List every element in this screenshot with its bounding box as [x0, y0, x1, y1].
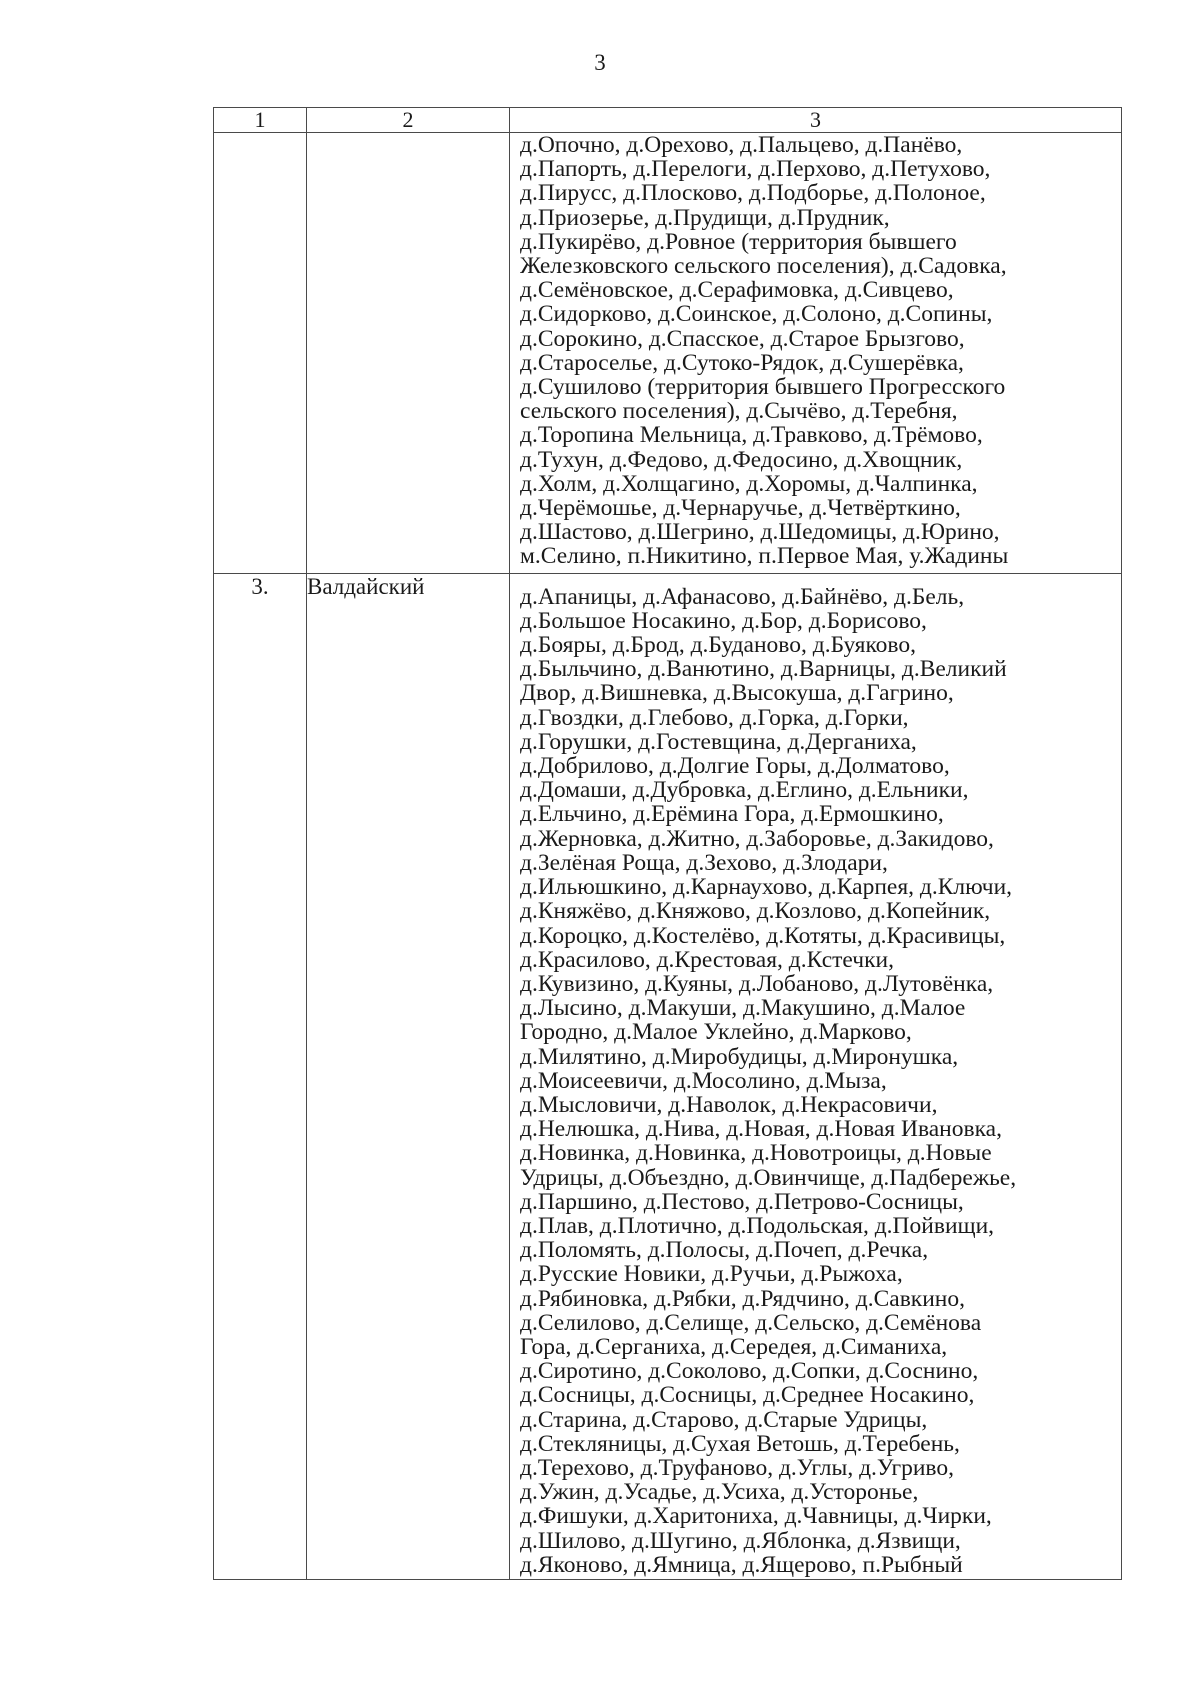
settlement-line: Двор, д.Вишневка, д.Высокуша, д.Гагрино,	[520, 680, 954, 707]
settlement-line: д.Мысловичи, д.Наволок, д.Некрасовичи,	[520, 1091, 938, 1118]
settlement-line: д.Стекляницы, д.Сухая Ветошь, д.Теребень,	[520, 1430, 960, 1457]
settlement-line: д.Сиротино, д.Соколово, д.Сопки, д.Соснино,	[520, 1358, 979, 1385]
settlement-line: д.Фишуки, д.Харитониха, д.Чавницы, д.Чирки,	[520, 1503, 992, 1530]
settlement-line: д.Приозерье, д.Прудищи, д.Прудник,	[520, 204, 890, 231]
settlement-line: д.Пирусс, д.Плосково, д.Подборье, д.Полоное,	[520, 180, 986, 207]
district-cell: Валдайский	[307, 573, 510, 1579]
settlement-line: д.Сорокино, д.Спасское, д.Старое Брызгово,	[520, 325, 965, 352]
settlement-line: д.Жерновка, д.Житно, д.Заборовье, д.Закидово,	[520, 825, 994, 852]
settlement-line: д.Добрилово, д.Долгие Горы, д.Долматово,	[520, 753, 950, 780]
settlement-line: д.Шастово, д.Шегрино, д.Шедомицы, д.Юрино,	[520, 519, 1000, 546]
settlement-line: д.Большое Носакино, д.Бор, д.Борисово,	[520, 607, 927, 634]
settlement-line: Гора, д.Серганиха, д.Середея, д.Симаниха,	[520, 1333, 948, 1360]
settlement-line: д.Бояры, д.Брод, д.Буданово, д.Буяково,	[520, 632, 916, 659]
settlement-line: д.Моисеевичи, д.Мосолино, д.Мыза,	[520, 1067, 887, 1094]
settlement-line: д.Поломять, д.Полосы, д.Почеп, д.Речка,	[520, 1237, 929, 1264]
settlement-line: д.Горушки, д.Гостевщина, д.Дерганиха,	[520, 728, 917, 755]
settlement-line: д.Сидорково, д.Соинское, д.Солоно, д.Сопины,	[520, 301, 993, 328]
settlement-line: Городно, д.Малое Уклейно, д.Марково,	[520, 1019, 912, 1046]
settlement-line: д.Паршино, д.Пестово, д.Петрово-Сосницы,	[520, 1188, 964, 1215]
settlement-line: д.Сушилово (территория бывшего Прогресского	[520, 374, 1006, 401]
table-row	[214, 133, 1122, 574]
header-col-3: 3	[510, 108, 1122, 133]
settlement-line: Удрицы, д.Объездно, д.Овинчище, д.Падбережье,	[520, 1164, 1017, 1191]
table-row	[214, 573, 1122, 1579]
settlement-line: д.Торопина Мельница, д.Травково, д.Трёмово,	[520, 422, 983, 449]
settlement-line: д.Папорть, д.Перелоги, д.Перхово, д.Петухово,	[520, 156, 991, 183]
settlement-line: д.Сосницы, д.Сосницы, д.Среднее Носакино,	[520, 1382, 975, 1409]
settlement-line: д.Плав, д.Плотично, д.Подольская, д.Пойвищи,	[520, 1212, 995, 1239]
settlement-line: д.Лысино, д.Макуши, д.Макушино, д.Малое	[520, 995, 966, 1022]
settlements-list	[510, 133, 1121, 573]
settlements-list	[510, 574, 1121, 1579]
settlement-line: д.Гвоздки, д.Глебово, д.Горка, д.Горки,	[520, 704, 909, 731]
settlement-line: д.Шилово, д.Шугино, д.Яблонка, д.Язвищи,	[520, 1527, 961, 1554]
row-number-cell	[214, 133, 307, 574]
settlement-line: д.Рябиновка, д.Рябки, д.Рядчино, д.Савкино,	[520, 1285, 965, 1312]
settlement-line: сельского поселения), д.Сычёво, д.Теребня,	[520, 398, 958, 425]
header-col-1: 1	[214, 108, 307, 133]
settlement-line: м.Селино, п.Никитино, п.Первое Мая, у.Жадины	[520, 543, 1009, 570]
settlement-line: д.Новинка, д.Новинка, д.Новотроицы, д.Новые	[520, 1140, 992, 1167]
settlement-line: д.Старина, д.Старово, д.Старые Удрицы,	[520, 1406, 928, 1433]
settlement-line: д.Пукирёво, д.Ровное (территория бывшего	[520, 228, 957, 255]
settlement-line: д.Ужин, д.Усадье, д.Усиха, д.Усторонье,	[520, 1479, 919, 1506]
settlement-line: д.Терехово, д.Труфаново, д.Углы, д.Угриво,	[520, 1454, 954, 1481]
settlement-line: д.Короцко, д.Костелёво, д.Котяты, д.Красивицы,	[520, 922, 1006, 949]
row-number-cell: 3.	[214, 573, 307, 1579]
settlement-line: д.Княжёво, д.Княжово, д.Козлово, д.Копейник,	[520, 898, 991, 925]
settlement-line: д.Яконово, д.Ямница, д.Ящерово, п.Рыбный	[520, 1551, 963, 1578]
settlement-line: д.Ильюшкино, д.Карнаухово, д.Карпея, д.Ключи,	[520, 874, 1013, 901]
settlement-line: д.Домаши, д.Дубровка, д.Еглино, д.Ельники,	[520, 777, 969, 804]
settlement-line: д.Красилово, д.Крестовая, д.Кстечки,	[520, 946, 894, 973]
settlement-line: д.Кувизино, д.Куяны, д.Лобаново, д.Лутовёнка,	[520, 970, 994, 997]
settlement-line: д.Ельчино, д.Ерёмина Гора, д.Ермошкино,	[520, 801, 944, 828]
settlement-line: Железковского сельского поселения), д.Садовка,	[520, 253, 1007, 280]
settlement-line: д.Опочно, д.Орехово, д.Пальцево, д.Панёво,	[520, 132, 963, 158]
settlement-line: д.Тухун, д.Федово, д.Федосино, д.Хвощник,	[520, 446, 963, 473]
settlement-line: д.Милятино, д.Миробудицы, д.Миронушка,	[520, 1043, 959, 1070]
settlement-line: д.Холм, д.Холщагино, д.Хоромы, д.Чалпинка,	[520, 470, 978, 497]
table-header-row	[214, 108, 1122, 133]
settlement-line: д.Староселье, д.Сутоко-Рядок, д.Сушерёвка,	[520, 349, 964, 376]
settlement-line: д.Апаницы, д.Афанасово, д.Байнёво, д.Бель,	[520, 583, 965, 610]
settlements-cell	[510, 133, 1122, 574]
settlements-cell	[510, 573, 1122, 1579]
district-cell	[307, 133, 510, 574]
settlement-line: д.Нелюшка, д.Нива, д.Новая, д.Новая Ивановка,	[520, 1116, 1002, 1143]
settlement-line: д.Черёмошье, д.Чернаручье, д.Четвёрткино,	[520, 495, 961, 522]
header-col-2: 2	[307, 108, 510, 133]
settlement-line: д.Быльчино, д.Ванютино, д.Варницы, д.Великий	[520, 656, 1007, 683]
settlement-line: д.Русские Новики, д.Ручьи, д.Рыжоха,	[520, 1261, 903, 1288]
settlement-line: д.Зелёная Роща, д.Зехово, д.Злодари,	[520, 849, 888, 876]
settlement-line: д.Селилово, д.Селище, д.Сельско, д.Семёнова	[520, 1309, 982, 1336]
settlements-table	[213, 107, 1122, 1580]
settlement-line: д.Семёновское, д.Серафимовка, д.Сивцево,	[520, 277, 954, 304]
page-number: 3	[594, 50, 606, 75]
